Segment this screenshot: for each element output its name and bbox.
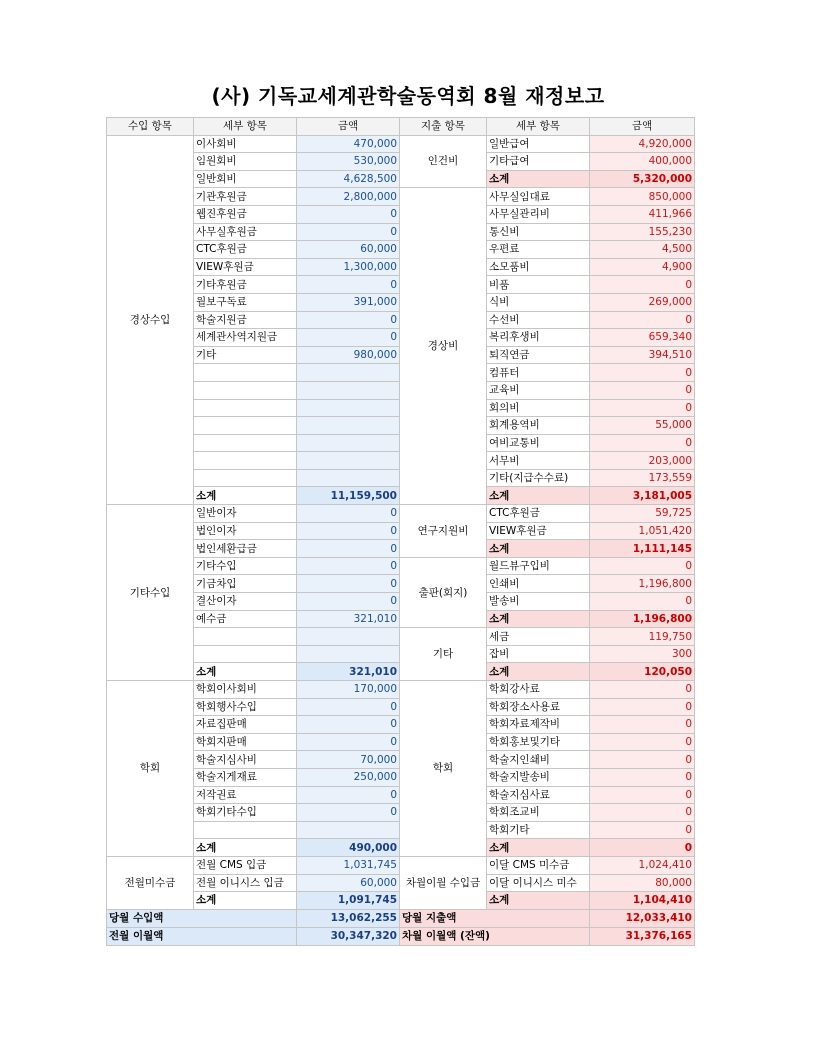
expense-item: 통신비 [487,223,590,241]
income-item: 학회기타수입 [194,804,297,822]
income-item: 법인이자 [194,522,297,540]
expense-item: 일반급여 [487,135,590,153]
expense-amount: 155,230 [590,223,695,241]
income-amount: 0 [297,575,400,593]
income-amount: 0 [297,311,400,329]
income-item [194,417,297,435]
expense-category: 인건비 [400,135,487,188]
expense-amount: 0 [590,681,695,699]
expense-item: 소모품비 [487,258,590,276]
income-amount: 0 [297,716,400,734]
income-amount: 0 [297,733,400,751]
income-amount: 0 [297,786,400,804]
expense-amount: 269,000 [590,293,695,311]
income-item: 기타수입 [194,557,297,575]
ledger-row [107,505,695,523]
income-amount: 0 [297,522,400,540]
expense-item: 사무실임대료 [487,188,590,206]
column-header: 지출 항목 [400,118,487,136]
expense-subtotal-label: 소계 [487,892,590,910]
expense-amount: 0 [590,751,695,769]
income-amount: 250,000 [297,768,400,786]
expense-subtotal-amount: 1,111,145 [590,540,695,558]
income-category: 기타수입 [107,505,194,681]
expense-amount: 1,051,420 [590,522,695,540]
expense-item: 학회장소사용료 [487,698,590,716]
expense-amount: 80,000 [590,874,695,892]
income-amount: 980,000 [297,346,400,364]
totals-row [107,927,695,945]
expense-total-amount: 12,033,410 [590,909,695,927]
income-subtotal-amount: 1,091,745 [297,892,400,910]
income-item: 결산이자 [194,593,297,611]
income-subtotal-label: 소계 [194,892,297,910]
income-amount: 70,000 [297,751,400,769]
expense-subtotal-label: 소계 [487,839,590,857]
expense-category: 기타 [400,628,487,681]
expense-amount: 1,024,410 [590,856,695,874]
income-item: 전월 이니시스 입금 [194,874,297,892]
expense-amount: 4,500 [590,241,695,259]
expense-item: CTC후원금 [487,505,590,523]
expense-subtotal-amount: 1,196,800 [590,610,695,628]
income-amount: 0 [297,329,400,347]
expense-amount: 0 [590,364,695,382]
income-amount [297,417,400,435]
expense-amount: 0 [590,768,695,786]
income-amount [297,452,400,470]
income-amount: 321,010 [297,610,400,628]
income-item: 학술지심사비 [194,751,297,769]
income-category: 경상수입 [107,135,194,504]
income-subtotal-amount: 490,000 [297,839,400,857]
expense-amount: 4,900 [590,258,695,276]
income-amount: 1,300,000 [297,258,400,276]
expense-item: 이달 이니시스 미수 [487,874,590,892]
expense-category: 차월이월 수입금 [400,856,487,909]
expense-item: VIEW후원금 [487,522,590,540]
expense-amount: 659,340 [590,329,695,347]
income-amount [297,821,400,839]
income-item [194,452,297,470]
expense-amount: 394,510 [590,346,695,364]
expense-item: 비품 [487,276,590,294]
ledger-row [107,188,695,206]
income-amount: 0 [297,205,400,223]
income-amount [297,381,400,399]
column-header: 수입 항목 [107,118,194,136]
ledger-row [107,135,695,153]
expense-item: 학회기타 [487,821,590,839]
income-item [194,821,297,839]
income-category: 학회 [107,681,194,857]
income-amount [297,399,400,417]
expense-amount: 0 [590,381,695,399]
income-item: VIEW후원금 [194,258,297,276]
expense-item: 학술지발송비 [487,768,590,786]
expense-amount: 0 [590,733,695,751]
column-header: 세부 항목 [487,118,590,136]
finance-report-body [107,118,695,946]
header-row [107,118,695,136]
income-item: CTC후원금 [194,241,297,259]
expense-item: 이달 CMS 미수금 [487,856,590,874]
expense-item: 여비교통비 [487,434,590,452]
expense-amount: 119,750 [590,628,695,646]
ledger-row [107,628,695,646]
income-subtotal-label: 소계 [194,839,297,857]
income-item: 예수금 [194,610,297,628]
expense-subtotal-amount: 5,320,000 [590,170,695,188]
income-item: 기타 [194,346,297,364]
expense-item: 기타급여 [487,153,590,171]
income-item: 학회지판매 [194,733,297,751]
expense-item: 학회조교비 [487,804,590,822]
ledger-row [107,681,695,699]
income-amount: 391,000 [297,293,400,311]
income-item [194,364,297,382]
expense-amount: 0 [590,311,695,329]
income-amount [297,628,400,646]
income-amount [297,469,400,487]
expense-category: 학회 [400,681,487,857]
expense-category: 출판(회지) [400,557,487,627]
income-amount: 2,800,000 [297,188,400,206]
expense-item: 잡비 [487,645,590,663]
income-item [194,381,297,399]
income-amount [297,364,400,382]
expense-item: 복리후생비 [487,329,590,347]
income-item: 학술지게재료 [194,768,297,786]
income-amount: 470,000 [297,135,400,153]
expense-item: 기타(지급수수료) [487,469,590,487]
income-category: 전월미수금 [107,856,194,909]
expense-item: 발송비 [487,593,590,611]
expense-total-label: 차월 이월액 (잔액) [400,927,590,945]
expense-item: 식비 [487,293,590,311]
income-item: 기금차입 [194,575,297,593]
expense-amount: 400,000 [590,153,695,171]
income-amount: 0 [297,698,400,716]
income-item: 사무실후원금 [194,223,297,241]
income-amount: 0 [297,276,400,294]
totals-row [107,909,695,927]
ledger-row [107,557,695,575]
income-amount [297,434,400,452]
income-amount: 0 [297,593,400,611]
expense-item: 서무비 [487,452,590,470]
income-amount [297,645,400,663]
expense-amount: 173,559 [590,469,695,487]
expense-subtotal-label: 소계 [487,663,590,681]
expense-amount: 0 [590,434,695,452]
expense-subtotal-label: 소계 [487,610,590,628]
income-item: 학회이사회비 [194,681,297,699]
income-item: 월보구독료 [194,293,297,311]
income-amount: 0 [297,223,400,241]
expense-amount: 300 [590,645,695,663]
expense-amount: 0 [590,698,695,716]
expense-subtotal-amount: 1,104,410 [590,892,695,910]
expense-amount: 411,966 [590,205,695,223]
expense-item: 학술지인쇄비 [487,751,590,769]
expense-item: 인쇄비 [487,575,590,593]
income-amount: 4,628,500 [297,170,400,188]
income-item [194,628,297,646]
expense-item: 회계용역비 [487,417,590,435]
expense-item: 학회강사료 [487,681,590,699]
income-item: 학술지원금 [194,311,297,329]
expense-subtotal-amount: 3,181,005 [590,487,695,505]
expense-amount: 0 [590,593,695,611]
expense-amount: 850,000 [590,188,695,206]
income-item [194,469,297,487]
income-total-label: 당월 수입액 [107,909,297,927]
income-total-amount: 13,062,255 [297,909,400,927]
expense-amount: 4,920,000 [590,135,695,153]
income-item [194,645,297,663]
income-item [194,434,297,452]
income-amount: 1,031,745 [297,856,400,874]
expense-item: 학술지심사료 [487,786,590,804]
expense-amount: 0 [590,804,695,822]
income-amount: 0 [297,505,400,523]
expense-category: 경상비 [400,188,487,505]
income-item: 전월 CMS 입금 [194,856,297,874]
expense-amount: 0 [590,716,695,734]
expense-item: 학회자료제작비 [487,716,590,734]
expense-item: 학회홍보및기타 [487,733,590,751]
expense-category: 연구지원비 [400,505,487,558]
expense-amount: 0 [590,821,695,839]
report-title: (사) 기독교세계관학술동역회 8월 재정보고 [211,84,605,108]
income-item: 임원회비 [194,153,297,171]
expense-amount: 59,725 [590,505,695,523]
expense-item: 사무실관리비 [487,205,590,223]
expense-item: 수선비 [487,311,590,329]
income-amount: 60,000 [297,241,400,259]
expense-item: 컴퓨터 [487,364,590,382]
expense-total-label: 당월 지출액 [400,909,590,927]
expense-amount: 0 [590,557,695,575]
income-item: 법인세환급금 [194,540,297,558]
income-amount: 530,000 [297,153,400,171]
expense-subtotal-amount: 120,050 [590,663,695,681]
income-item: 세계관사역지원금 [194,329,297,347]
expense-item: 교육비 [487,381,590,399]
expense-item: 퇴직연금 [487,346,590,364]
income-item: 자료집판매 [194,716,297,734]
income-item: 기타후원금 [194,276,297,294]
column-header: 금액 [590,118,695,136]
expense-item: 회의비 [487,399,590,417]
income-amount: 0 [297,557,400,575]
expense-amount: 0 [590,276,695,294]
income-subtotal-label: 소계 [194,487,297,505]
income-amount: 0 [297,804,400,822]
income-subtotal-amount: 321,010 [297,663,400,681]
income-total-amount: 30,347,320 [297,927,400,945]
ledger-row [107,856,695,874]
income-item [194,399,297,417]
income-item: 이사회비 [194,135,297,153]
income-amount: 60,000 [297,874,400,892]
expense-subtotal-label: 소계 [487,540,590,558]
income-item: 기관후원금 [194,188,297,206]
income-subtotal-amount: 11,159,500 [297,487,400,505]
expense-subtotal-label: 소계 [487,170,590,188]
expense-item: 우편료 [487,241,590,259]
column-header: 세부 항목 [194,118,297,136]
income-total-label: 전월 이월액 [107,927,297,945]
income-item: 일반이자 [194,505,297,523]
income-item: 저작권료 [194,786,297,804]
column-header: 금액 [297,118,400,136]
expense-amount: 0 [590,399,695,417]
expense-amount: 55,000 [590,417,695,435]
income-item: 학회행사수입 [194,698,297,716]
expense-subtotal-amount: 0 [590,839,695,857]
expense-item: 세금 [487,628,590,646]
income-amount: 0 [297,540,400,558]
expense-total-amount: 31,376,165 [590,927,695,945]
expense-subtotal-label: 소계 [487,487,590,505]
income-item: 일반회비 [194,170,297,188]
income-item: 웹진후원금 [194,205,297,223]
expense-amount: 203,000 [590,452,695,470]
finance-report-table [106,117,695,946]
income-amount: 170,000 [297,681,400,699]
expense-item: 월드뷰구입비 [487,557,590,575]
expense-amount: 0 [590,786,695,804]
income-subtotal-label: 소계 [194,663,297,681]
expense-amount: 1,196,800 [590,575,695,593]
